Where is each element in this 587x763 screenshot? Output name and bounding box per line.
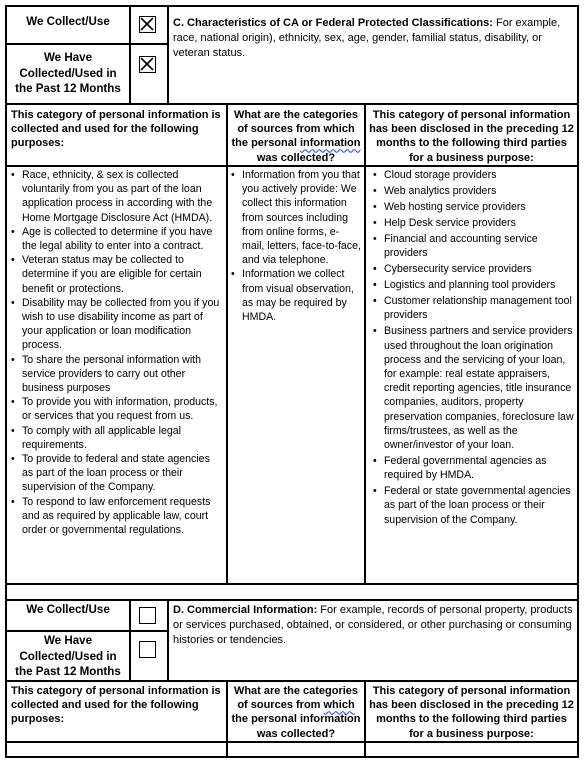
- list-item: • Business partners and service providers used throughout the loan origination process and the servicing of your loan, for example: real estate appraisers, credit reporting agencies, title insurance companies, auditors, property preservation companies, foreclosure law firms/trustees, as well as the owner/investor of your loan.: [373, 324, 576, 452]
- sources-list-c: [231, 168, 361, 324]
- purposes-list-c: [11, 168, 223, 537]
- list-item: • To provide to federal and state agencies as part of the loan process or their supervision of the Company.: [11, 452, 223, 495]
- list-item: • Veteran status may be collected to determine if you are eligible for certain benefit or protections.: [11, 253, 223, 296]
- list-item: • To respond to law enforcement requests and as required by applicable law, court order or governmental regulations.: [11, 495, 223, 538]
- list-item: • To comply with all applicable legal requirements.: [11, 424, 223, 452]
- category-title-c: C. Characteristics of CA or Federal Protected Classifications:: [173, 17, 493, 29]
- list-item: • Logistics and planning tool providers: [373, 278, 576, 292]
- have-collected-label-c: We Have Collected/Used in the Past 12 Months: [15, 51, 121, 95]
- col2-header-c: What are the categories of sources from which the personal information was collected?: [231, 109, 361, 164]
- category-text-c: For example, race, national origin), ethnicity, sex, age, gender, familial status, disability, or veteran status.: [173, 17, 561, 59]
- list-item: • To provide you with information, products, or services that you request from us.: [11, 395, 223, 423]
- list-item: • Federal or state governmental agencies as part of the loan process or their supervision of the Company.: [373, 484, 576, 527]
- category-description-c: [173, 16, 575, 61]
- col3-header-c: This category of personal information has been disclosed in the preceding 12 months to the following third parties for a business purpose:: [369, 109, 574, 164]
- category-text-d: For example, records of personal property, products or services purchased, obtained, or considered, or other purchasing or consuming histories or tendencies.: [173, 604, 573, 646]
- list-item: • Age is collected to determine if you have the legal ability to enter into a contract.: [11, 225, 223, 253]
- col3-header-d: This category of personal information has been disclosed in the preceding 12 months to the following third parties for a business purpose:: [369, 685, 574, 740]
- list-item: • Financial and accounting service providers: [373, 232, 576, 260]
- category-description-d: [173, 603, 575, 648]
- we-collect-label-d: We Collect/Use: [26, 603, 110, 616]
- have-collected-checkbox-d[interactable]: [139, 641, 156, 658]
- we-collect-label-c: We Collect/Use: [26, 15, 110, 28]
- we-collect-checkbox-c[interactable]: [139, 16, 156, 33]
- list-item: • Information we collect from visual observation, as may be required by HMDA.: [231, 267, 361, 324]
- col1-header-d: This category of personal information is collected and used for the following purposes:: [11, 685, 221, 726]
- third-parties-list-c: [373, 168, 576, 527]
- list-item: • Cloud storage providers: [373, 168, 576, 182]
- list-item: • Help Desk service providers: [373, 216, 576, 230]
- col2-header-d: What are the categories of sources from which the personal information was collected?: [231, 685, 361, 740]
- check-x-icon: [140, 57, 154, 71]
- check-x-icon: [140, 17, 154, 31]
- list-item: • Federal governmental agencies as required by HMDA.: [373, 454, 576, 482]
- list-item: • Disability may be collected from you if you wish to use disability income as part of your application or loan modification process.: [11, 296, 223, 353]
- category-title-d: D. Commercial Information:: [173, 604, 318, 616]
- col1-header-c: This category of personal information is collected and used for the following purposes:: [11, 109, 221, 150]
- we-collect-checkbox-d[interactable]: [139, 607, 156, 624]
- list-item: • To share the personal information with service providers to carry out other business purposes: [11, 353, 223, 396]
- list-item: • Web analytics providers: [373, 184, 576, 198]
- list-item: • Web hosting service providers: [373, 200, 576, 214]
- list-item: • Customer relationship management tool providers: [373, 294, 576, 322]
- have-collected-checkbox-c[interactable]: [139, 56, 156, 73]
- list-item: • Information from you that you actively provide: We collect this information from sources including from online forms, e-mail, letters, face-to-face, and via telephone.: [231, 168, 361, 267]
- list-item: • Race, ethnicity, & sex is collected voluntarily from you as part of the loan application process in according with the Home Mortgage Disclosure Act (HMDA).: [11, 168, 223, 225]
- have-collected-label-d: We Have Collected/Used in the Past 12 Months: [15, 634, 121, 678]
- list-item: • Cybersecurity service providers: [373, 262, 576, 276]
